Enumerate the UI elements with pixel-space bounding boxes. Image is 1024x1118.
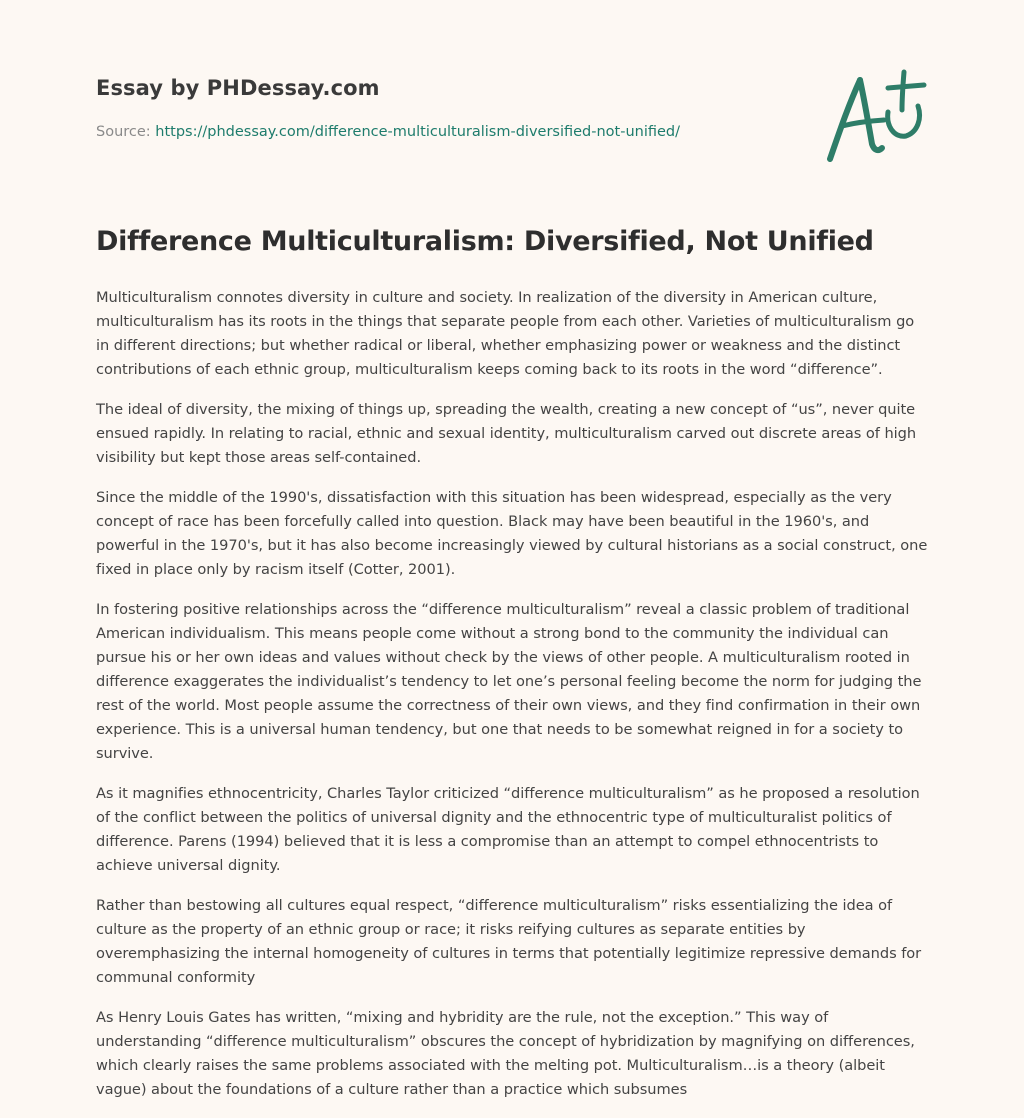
essay-paragraph: The ideal of diversity, the mixing of things up, spreading the wealth, creating a new concept of “us”, never quite ensued rapidly. In relating to racial, ethnic and sexual identity, multiculturalism carved out discrete areas of high visibility but kept those areas self-contained. (96, 401, 917, 466)
source-link[interactable]: https://phdessay.com/difference-multiculturalism-diversified-not-unified/ (155, 124, 681, 140)
essay-paragraph: Multiculturalism connotes diversity in culture and society. In realization of the diversity in American culture, multiculturalism has its roots in the things that separate people from each other. Varieties of multiculturalism go in different directions; but whether radical or liberal, whether emphasizing power or weakness and the distinct contributions of each ethnic group, multiculturalism keeps coming back to its roots in the word “difference”. (96, 289, 915, 378)
essay-title: Difference Multiculturalism: Diversified, Not Unified (96, 226, 874, 257)
essay-paragraph: As it magnifies ethnocentricity, Charles Taylor criticized “difference multiculturalism” as he proposed a resolution of the conflict between the politics of universal dignity and the ethnocentric type of multiculturalist politics of difference. Parens (1994) believed that it is less a compromise than an attempt to compel ethnocentrists to achieve universal dignity. (96, 785, 920, 874)
source-label: Source: (96, 124, 151, 140)
essay-body (96, 286, 930, 1118)
essay-paragraph: Rather than bestowing all cultures equal respect, “difference multiculturalism” risks essentializing the idea of culture as the property of an ethnic group or race; it risks reifying cultures as separate entities by overemphasizing the internal homogeneity of cultures in terms that potentially legitimize repressive demands for communal conformity (96, 897, 922, 986)
source-line (96, 124, 680, 140)
site-title: Essay by PHDessay.com (96, 76, 380, 100)
essay-paragraph: In fostering positive relationships across the “difference multiculturalism” reveal a classic problem of traditional American individualism. This means people come without a strong bond to the community the individual can pursue his or her own ideas and values without check by the views of other people. A multiculturalism rooted in difference exaggerates the individualist’s tendency to let one’s personal feeling become the norm for judging the rest of the world. Most people assume the correctness of their own views, and they find confirmation in their own experience. This is a universal human tendency, but one that needs to be somewhat reigned in for a society to survive. (96, 601, 922, 762)
essay-paragraph: As Henry Louis Gates has written, “mixing and hybridity are the rule, not the exception.” This way of understanding “difference multiculturalism” obscures the concept of hybridization by magnifying on differences, which clearly raises the same problems associated with the melting pot. Multiculturalism…is a theory (albeit vague) about the foundations of a culture rather than a practice which subsumes (96, 1009, 915, 1098)
a-plus-grade-icon (818, 66, 930, 166)
essay-paragraph: Since the middle of the 1990's, dissatisfaction with this situation has been widespread, especially as the very concept of race has been forcefully called into question. Black may have been beautiful in the 1960's, and powerful in the 1970's, but it has also become increasingly viewed by cultural historians as a social construct, one fixed in place only by racism itself (Cotter, 2001). (96, 489, 928, 578)
